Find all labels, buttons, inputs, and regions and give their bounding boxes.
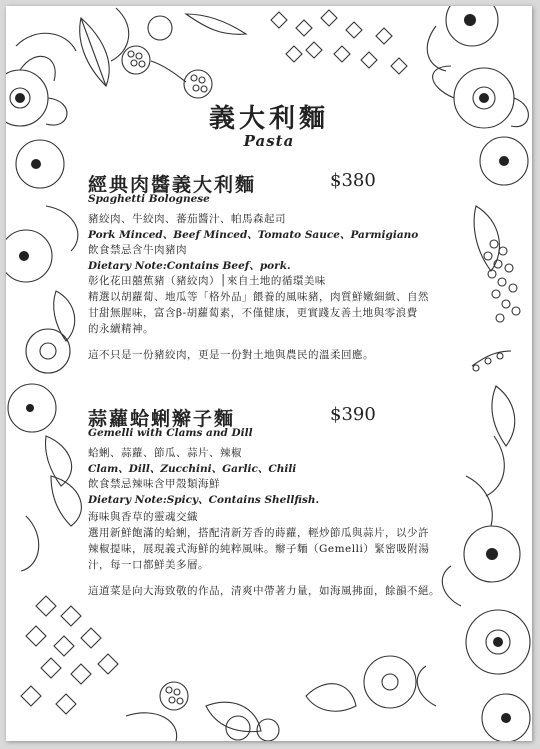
menu-title: 義大利麵 <box>208 104 329 134</box>
leaf-icon <box>21 291 81 571</box>
dish-description-line: 辣椒提味，展現義式海鮮的純粹風味。辮子麵（Gemelli）緊密吸附湯 <box>88 543 430 555</box>
dish-description-line: 甘甜無腥味，富含β-胡蘿蔔素，不僅健康，更實踐友善土地與零浪費 <box>88 307 418 319</box>
dish-description-line: 海味與香草的靈魂交織 <box>88 511 198 523</box>
dish-price: $390 <box>330 404 376 425</box>
dish-diet-note-zh: 飲食禁忌含牛肉豬肉 <box>88 244 187 256</box>
dish-diet-note-en: Dietary Note:Spicy、Contains Shellfish. <box>88 494 320 506</box>
berry-icon <box>122 16 212 98</box>
dish-name: 蒜蘿蛤蜊辮子麵 <box>88 408 236 430</box>
dish-description-line: 彰化花田囍蕉豬（豬絞肉）│來自土地的循環美味 <box>88 275 326 287</box>
hydrangea-icon <box>21 596 118 714</box>
leaf-icon <box>80 8 246 86</box>
dish-ingredients-en: Clam、Dill、Zucchini、Garlic、Chili <box>88 463 297 475</box>
dish-closing-line: 這不只是一份豬絞肉，更是一份對土地與農民的溫柔回應。 <box>88 349 374 361</box>
lilac-icon <box>472 240 520 371</box>
hydrangea-icon <box>271 10 407 74</box>
menu-page <box>6 6 532 741</box>
dish-ingredients-en: Pork Minced、Beef Minced、Tomato Sauce、Parmigiano <box>88 229 419 241</box>
dish-description-line: 的永續精神。 <box>88 323 154 335</box>
flower-icon <box>364 526 530 741</box>
dish-diet-note-zh: 飲食禁忌辣味含甲殼類海鮮 <box>88 478 220 490</box>
dish-ingredients-zh: 豬絞肉、牛絞肉、蕃茄醬汁、帕馬森起司 <box>88 213 286 225</box>
dish-ingredients-zh: 蛤蜊、蒜蘿、節瓜、蒜片、辣椒 <box>88 447 242 459</box>
dish-price: $380 <box>330 170 376 191</box>
dish-english-name: Spaghetti Bolognese <box>88 193 210 205</box>
dish-closing-line: 這道菜是向大海致敬的作品，清爽中帶著力量，如海風拂面，餘韻不絕。 <box>88 585 440 597</box>
dish-english-name: Gemelli with Clams and Dill <box>88 427 253 439</box>
flower-icon <box>427 6 528 185</box>
menu-subtitle: Pasta <box>243 132 295 150</box>
berry-icon <box>160 682 279 741</box>
dish-description-line: 選用新鮮飽滿的蛤蜊，搭配清新芳香的蒔蘿，輕炒節瓜與蒜片，以少許 <box>88 527 429 539</box>
dish-name: 經典肉醬義大利麵 <box>88 174 257 196</box>
dish-diet-note-en: Dietary Note:Contains Beef、pork. <box>88 260 291 272</box>
dish-description-line: 汁，每一口都鮮美多層。 <box>88 559 209 571</box>
dish-description-line: 精選以胡蘿蔔、地瓜等「格外品」餵養的風味豬，肉質鮮嫩細緻、自然 <box>88 291 429 303</box>
flower-icon <box>6 206 78 432</box>
